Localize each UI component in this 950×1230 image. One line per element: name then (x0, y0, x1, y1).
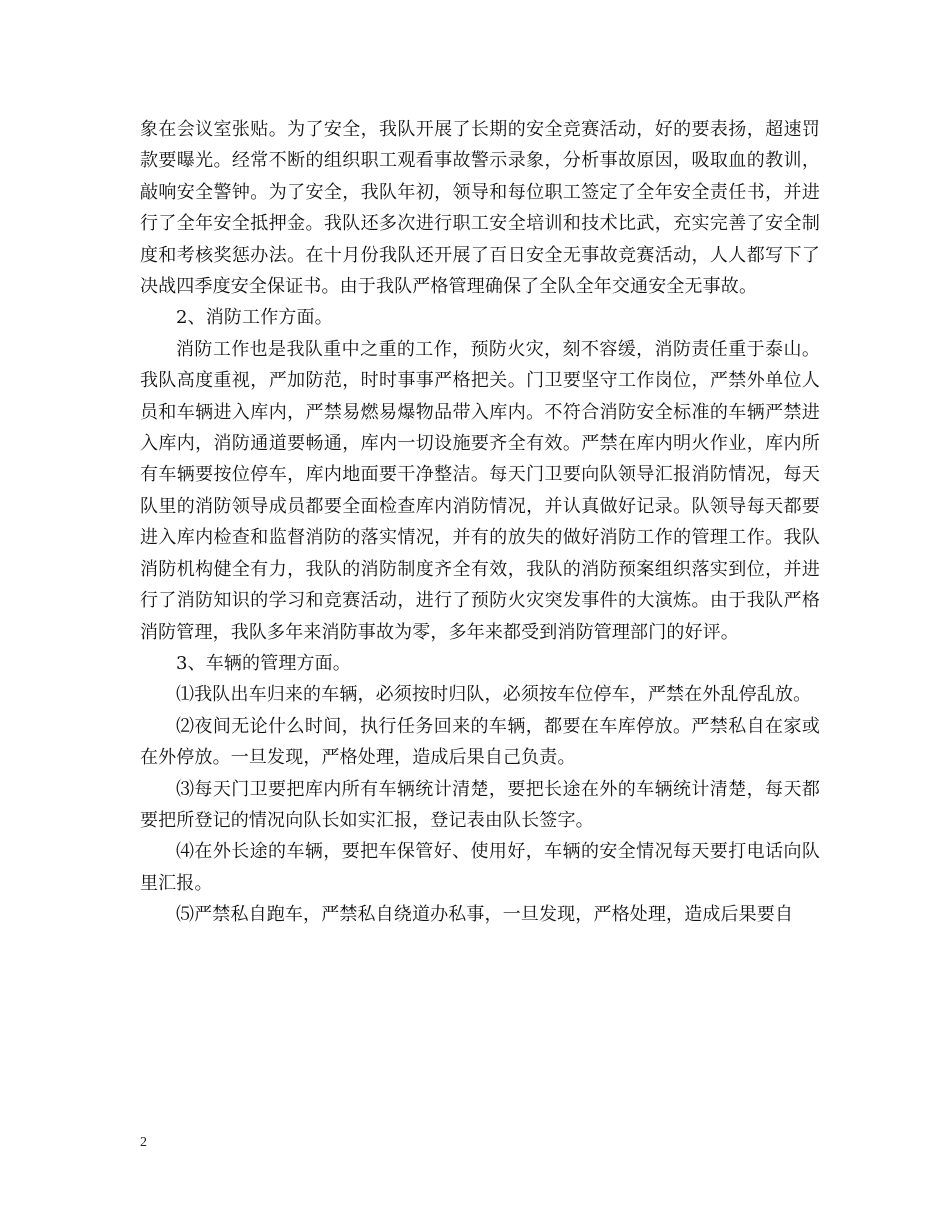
section-heading-fire-safety: 2、消防工作方面。 (176, 307, 333, 329)
vehicle-rule-5: ⑸严禁私自跑车，严禁私自绕道办私事，一旦发现，严格处理，造成后果要自 (176, 904, 794, 926)
vehicle-rule-2: ⑵夜间无论什么时间，执行任务回来的车辆，都要在车库停放。严禁私自在家或在外停放。一旦发现，严格处理，造成后果自己负责。 (140, 715, 820, 769)
paragraph-traffic-safety-continued: 象在会议室张贴。为了安全，我队开展了长期的安全竞赛活动，好的要表扬，超速罚款要曝光。经常不断的组织职工观看事故警示录象，分析事故原因，吸取血的教训，敲响安全警钟。为了安全，我队年初，领导和每位职工签定了全年安全责任书，并进行了全年安全抵押金。我队还多次进行职工安全培训和技术比武，充实完善了安全制度和考核奖惩办法。在十月份我队还开展了百日安全无事故竞赛活动，人人都写下了决战四季度安全保证书。由于我队严格管理确保了全队全年交通安全无事故。 (140, 119, 820, 298)
vehicle-rule-1: ⑴我队出车归来的车辆，必须按时归队，必须按车位停车，严禁在外乱停乱放。 (176, 684, 812, 706)
vehicle-rule-3: ⑶每天门卫要把库内所有车辆统计清楚，要把长途在外的车辆统计清楚，每天都要把所登记的情况向队长如实汇报，登记表由队长签字。 (140, 778, 820, 831)
page-number: 2 (140, 1135, 147, 1150)
paragraph-fire-safety: 消防工作也是我队重中之重的工作，预防火灾，刻不容缓，消防责任重于泰山。我队高度重视，严加防范，时时事事严格把关。门卫要坚守工作岗位，严禁外单位人员和车辆进入库内，严禁易燃易爆物品带入库内。不符合消防安全标准的车辆严禁进入库内，消防通道要畅通，库内一切设施要齐全有效。严禁在库内明火作业，库内所有车辆要按位停车，库内地面要干净整洁。每天门卫要向队领导汇报消防情况，每天队里的消防领导成员都要全面检查库内消防情况，并认真做好记录。队领导每天都要进入库内检查和监督消防的落实情况，并有的放失的做好消防工作的管理工作。我队消防机构健全有力，我队的消防制度齐全有效，我队的消防预案组织落实到位，并进行了消防知识的学习和竞赛活动，进行了预防火灾突发事件的大演炼。由于我队严格消防管理，我队多年来消防事故为零，多年来都受到消防管理部门的好评。 (140, 338, 820, 643)
vehicle-rule-4: ⑷在外长途的车辆，要把车保管好、使用好，车辆的安全情况每天要打电话向队里汇报。 (140, 841, 820, 894)
section-heading-vehicle-management: 3、车辆的管理方面。 (176, 652, 351, 674)
body-text (140, 114, 820, 931)
